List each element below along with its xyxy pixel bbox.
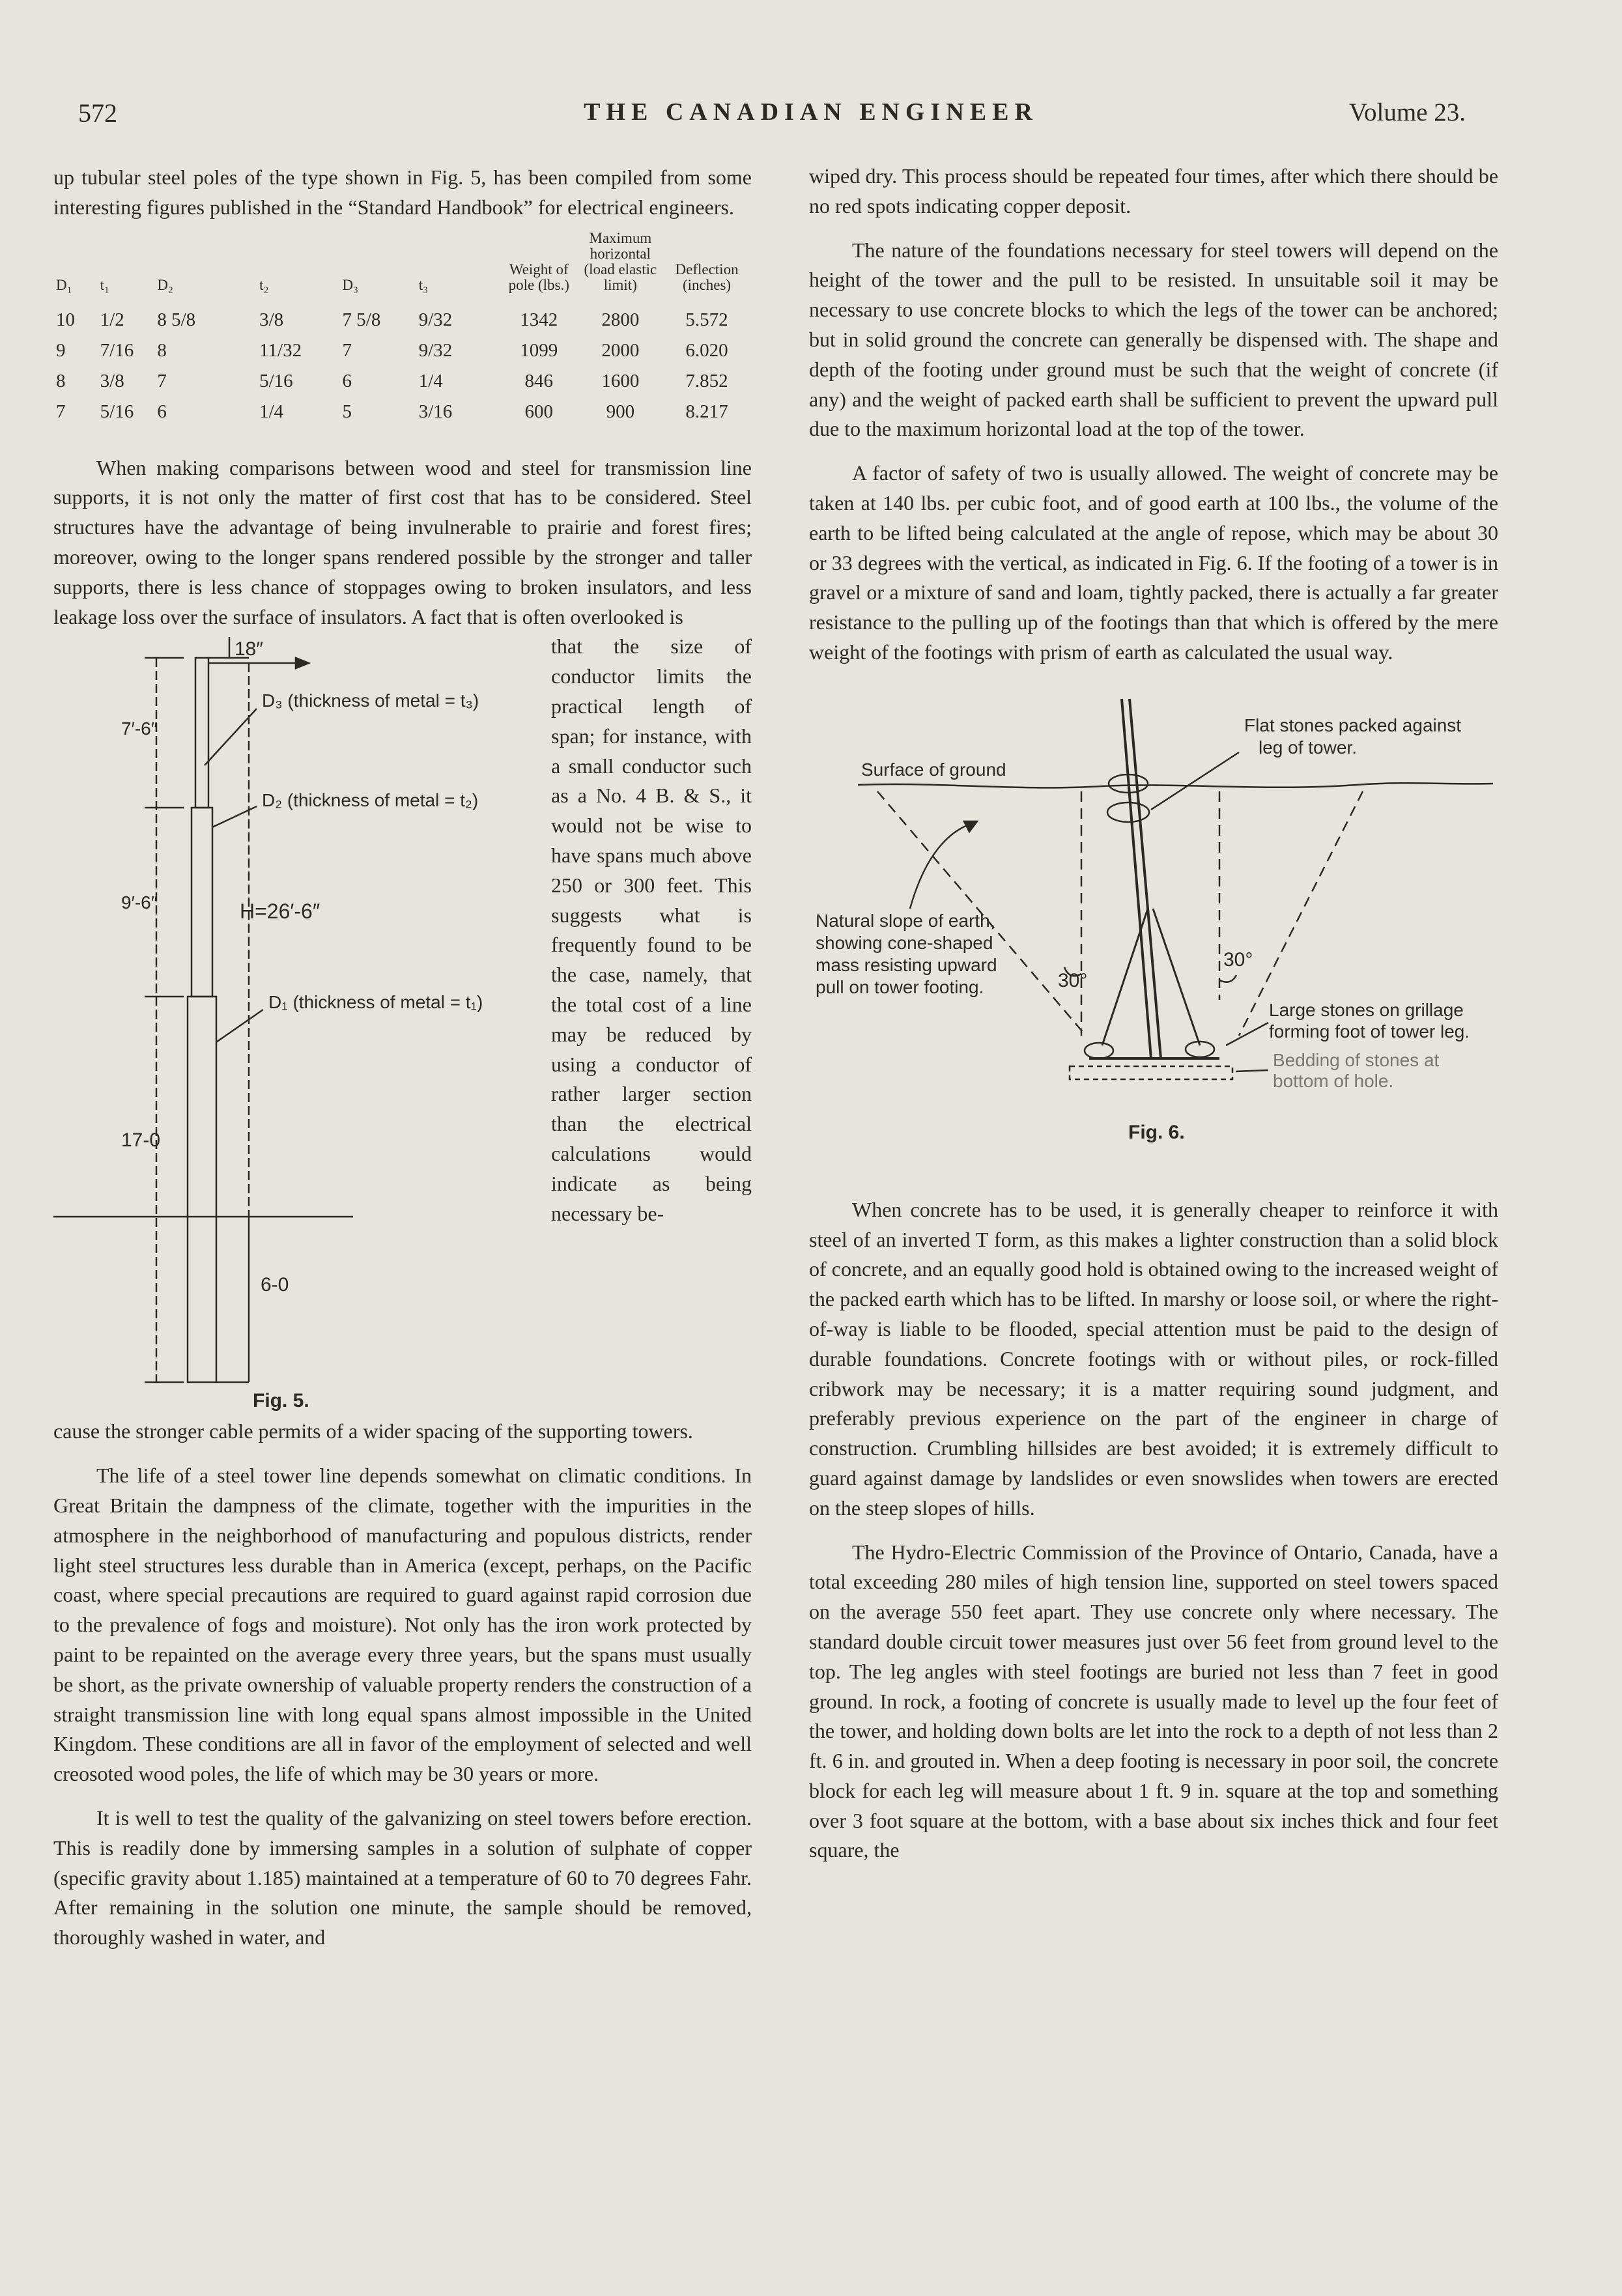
cone-slope-right (1239, 791, 1363, 1036)
stone-bedding (1070, 1066, 1232, 1079)
table-header: D₂ (157, 276, 173, 293)
fig5-side-text (551, 632, 752, 1228)
table-cell: 8 5/8 (157, 309, 196, 330)
leader-line (216, 1010, 263, 1042)
table-row (53, 366, 745, 397)
leader-line (212, 806, 257, 827)
table-cell: 6.020 (685, 339, 728, 361)
table-cell: 5/16 (259, 370, 293, 391)
table-header: t₁ (100, 276, 110, 293)
table-cell: 900 (606, 401, 635, 422)
arrowhead-icon (296, 658, 309, 668)
table-cell: 5/16 (100, 401, 134, 422)
table-header: t₃ (418, 276, 429, 293)
fig5-label-d2: D₂ (thickness of metal = t₂) (262, 790, 479, 811)
paragraph-wiped: wiped dry. This process should be repeated four times, after which there should be no red spots indicating copper deposit. (809, 164, 1498, 218)
pole-section-d2 (192, 808, 212, 997)
tower-leg (1122, 699, 1151, 1058)
fig6-label-30-left: 30° (1058, 969, 1088, 991)
fig5-label-76: 7′-6″ (121, 718, 158, 739)
fig6-label-30-right: 30° (1223, 948, 1253, 971)
fig6-label-flat-2: leg of tower. (1259, 737, 1357, 758)
fig6-label-surface: Surface of ground (861, 759, 1006, 780)
table-cell: 8 (157, 339, 167, 361)
table-cell: 9/32 (418, 309, 453, 330)
page-number: 572 (78, 98, 117, 128)
fig5-label-170: 17-0 (121, 1129, 161, 1152)
fig6-label-flat-1: Flat stones packed against (1244, 715, 1462, 735)
fig5-label-d3: D₃ (thickness of metal = t₃) (262, 690, 479, 711)
table-cell: 2000 (601, 339, 640, 361)
fig5-caption: Fig. 5. (253, 1390, 309, 1412)
table-cell: 7/16 (100, 339, 134, 361)
table-cell: 5.572 (685, 309, 728, 330)
fig6-diagram (809, 694, 1498, 1195)
fig5-block (53, 632, 752, 1417)
pole-table (53, 231, 745, 427)
table-cell: 10 (56, 309, 75, 330)
table-cell: 6 (157, 401, 167, 422)
table-cell: 7 5/8 (342, 309, 381, 330)
table-cell: 1/2 (100, 309, 124, 330)
paragraph-hydro: The Hydro-Electric Commission of the Province of Ontario, Canada, have a total exceeding 280 miles of high tension line, supported on steel towers spaced on the average 550 feet apart. They use concrete only where necessary. The standard double circuit tower measures just over 56 feet from ground level to the top. The leg angles with steel footings are buried not less than 7 feet in good ground. In rock, a footing of concrete is usually made to level up the four feet of the tower, and holding down bolts are let into the rock to a depth of not less than 2 ft. 6 in. and grouted in. When a deep footing is necessary in poor soil, the concrete block for each leg will measure about 1 ft. 9 in. square at the top and something over 3 foot square at the bottom, with a base about six inches thick and four feet square, the (809, 1540, 1498, 1862)
tower-leg (1130, 699, 1161, 1058)
table-header: D₃ (342, 276, 359, 293)
fig6-label-bedding-1: Bedding of stones at (1273, 1049, 1440, 1070)
fig6-label-natural-1: Natural slope of earth, (816, 910, 995, 931)
pole-section-d1 (188, 997, 216, 1382)
fig6-label-natural-2: showing cone-shaped (816, 932, 993, 953)
intro-paragraph: up tubular steel poles of the type shown in Fig. 5, has been compiled from some interesting figures published in the “Standard Handbook” for electrical engineers. (53, 165, 752, 219)
table-cell: 11/32 (259, 339, 302, 361)
table-cell: 1342 (520, 309, 558, 330)
table-row (53, 397, 745, 427)
volume-label: Volume 23. (1348, 98, 1466, 126)
strut (1153, 909, 1200, 1045)
paragraph-foundations: The nature of the foundations necessary for steel towers will depend on the height of the tower and the pull to be resisted. In unsuitable soil it may be necessary to use concrete blocks to which the legs of the tower can be anchored; but in solid ground the concrete can generally be dispensed with. The shape and depth of the footing under ground must be such that the weight of concrete (if any) and the weight of packed earth shall be sufficient to prevent the upward pull due to the maximum horizontal load at the top of the tower. (809, 238, 1498, 441)
leader-line (1226, 1023, 1268, 1045)
table-cell: 6 (342, 370, 352, 391)
table-cell: 7 (342, 339, 352, 361)
fig5-label-18: 18″ (235, 638, 263, 660)
table-header-row (53, 231, 745, 305)
pole-section-d3 (195, 658, 208, 808)
table-cell: 5 (342, 401, 352, 422)
fig6-label-large-1: Large stones on grillage (1269, 999, 1464, 1020)
fig5-label-d1: D₁ (thickness of metal = t₁) (268, 992, 483, 1013)
table-header: Deflection (inches) (675, 261, 739, 293)
fig5-label-96: 9′-6″ (121, 892, 158, 913)
paragraph-safety: A factor of safety of two is usually allowed. The weight of concrete may be taken at 140 lbs. per cubic foot, and of good earth at 100 lbs., the volume of the earth to be lifted being calculated at the angle of repose, which may be about 30 or 33 degrees with the vertical, as indicated in Fig. 6. If the footing of a tower is in gravel or a mixture of sand and loam, tightly packed, there is actually a far greater resistance to the pulling up of the footings than that which is offered by the mere weight of the footings with prism of earth as calculated the usual way. (809, 461, 1498, 664)
grillage-stone (1085, 1043, 1113, 1058)
paragraph-comparison-end: cause the stronger cable permits of a wider spacing of the supporting towers. (53, 1419, 693, 1443)
fig5-label-60: 6-0 (261, 1274, 289, 1296)
table-cell: 1/4 (418, 370, 443, 391)
fig6-caption: Fig. 6. (1128, 1121, 1185, 1143)
table-cell: 3/8 (100, 370, 124, 391)
table-row (53, 305, 745, 335)
paragraph-galvanizing: It is well to test the quality of the galvanizing on steel towers before erection. This is readily done by immersing samples in a solution of sulphate of copper (specific gravity about 1.185) maintained at a temperature of 60 to 70 degrees Fahr. After remaining in the solution one minute, the sample should be removed, thoroughly washed in water, and (53, 1806, 752, 1949)
table-cell: 1/4 (259, 401, 284, 422)
table-cell: 9 (56, 339, 66, 361)
journal-title: THE CANADIAN ENGINEER (584, 98, 1038, 126)
table-cell: 846 (524, 370, 553, 391)
fig5-diagram (53, 632, 522, 1417)
angle-arc (1219, 975, 1236, 982)
table-header: Weight of pole (lbs.) (508, 261, 569, 293)
flat-stone (1107, 802, 1149, 822)
table-cell: 3/16 (418, 401, 453, 422)
table-header: D₁ (56, 276, 72, 293)
left-column (53, 163, 752, 1953)
leader-line (910, 824, 971, 909)
table-cell: 8 (56, 370, 66, 391)
paragraph-side: that the size of conductor limits the practical length of span; for instance, with a small conductor such as a No. 4 B. & S., it would not be wise to have spans much above 250 or 300 feet. This suggests what is frequently found to be the case, namely, that the total cost of a line may be reduced by using a conductor of rather larger section than the electrical calculations would indicate as being necessary be- (551, 634, 752, 1225)
fig6-label-large-2: forming foot of tower leg. (1269, 1021, 1470, 1042)
paragraph-comparison: When making comparisons between wood and steel for transmission line supports, it is not only the matter of first cost that has to be considered. Steel structures have the advantage of being invulnerable to prairie and forest fires; moreover, owing to the longer spans rendered possible by the stronger and taller supports, there is less chance of stoppages owing to broken insulators, and less leakage loss over the surface of insulators. A fact that is often overlooked is (53, 455, 752, 629)
fig6-label-bedding-2: bottom of hole. (1273, 1070, 1394, 1091)
fig5-label-h: H=26′-6″ (240, 900, 320, 924)
right-column (809, 162, 1498, 1865)
leader-line (1236, 1070, 1268, 1071)
paragraph-concrete: When concrete has to be used, it is generally cheaper to reinforce it with steel of an inverted T form, as this makes a lighter construction than a solid block of concrete, and an equally good hold is obtained owing to the increased weight of the packed earth which has to be lifted. In marshy or loose soil, or where the right-of-way is liable to be flooded, special attention must be paid to the design of durable foundations. Concrete footings with or without piles, or rock-filled cribwork may be necessary; it is a matter requiring sound judgment, and preferably previous experience on the part of the engineer in charge of construction. Crumbling hillsides are best avoided; it is extremely difficult to guard against damage by landslides or even snowslides when towers are erected on the steep slopes of hills. (809, 1197, 1498, 1520)
ground-surface (858, 783, 1493, 787)
table-cell: 1099 (520, 339, 558, 361)
table-cell: 7 (157, 370, 167, 391)
table-header: t₂ (259, 276, 269, 293)
table-cell: 1600 (601, 370, 640, 391)
table-cell: 2800 (601, 309, 640, 330)
table-cell: 9/32 (418, 339, 453, 361)
arrowhead-icon (964, 821, 977, 832)
fig6-label-natural-4: pull on tower footing. (816, 976, 984, 997)
table-cell: 7.852 (685, 370, 728, 391)
table-header: Maximum horizontal (load elastic limit) (584, 229, 657, 293)
table-cell: 8.217 (685, 401, 728, 422)
table-cell: 3/8 (259, 309, 284, 330)
table-row (53, 335, 745, 366)
table-cell: 600 (524, 401, 553, 422)
paragraph-life: The life of a steel tower line depends somewhat on climatic conditions. In Great Britain the dampness of the climate, together with the impurities in the atmosphere in the neighborhood of manufacturing and populous districts, render light steel structures less durable than in America (except, perhaps, on the Pacific coast, where special precautions are required to guard against rapid corrosion due to the prevalence of fogs and moisture). Not only has the iron work protected by paint to be repainted on the average every three years, but the spans must usually be short, as the private ownership of valuable property renders the construction of a straight transmission line with long equal spans almost impossible in the United Kingdom. These conditions are all in favor of the employment of selected and well creosoted wood poles, the life of which may be 30 years or more. (53, 1464, 752, 1786)
table-cell: 7 (56, 401, 66, 422)
strut (1102, 909, 1148, 1045)
leader-line (1151, 752, 1239, 810)
fig6-label-natural-3: mass resisting upward (816, 954, 997, 975)
